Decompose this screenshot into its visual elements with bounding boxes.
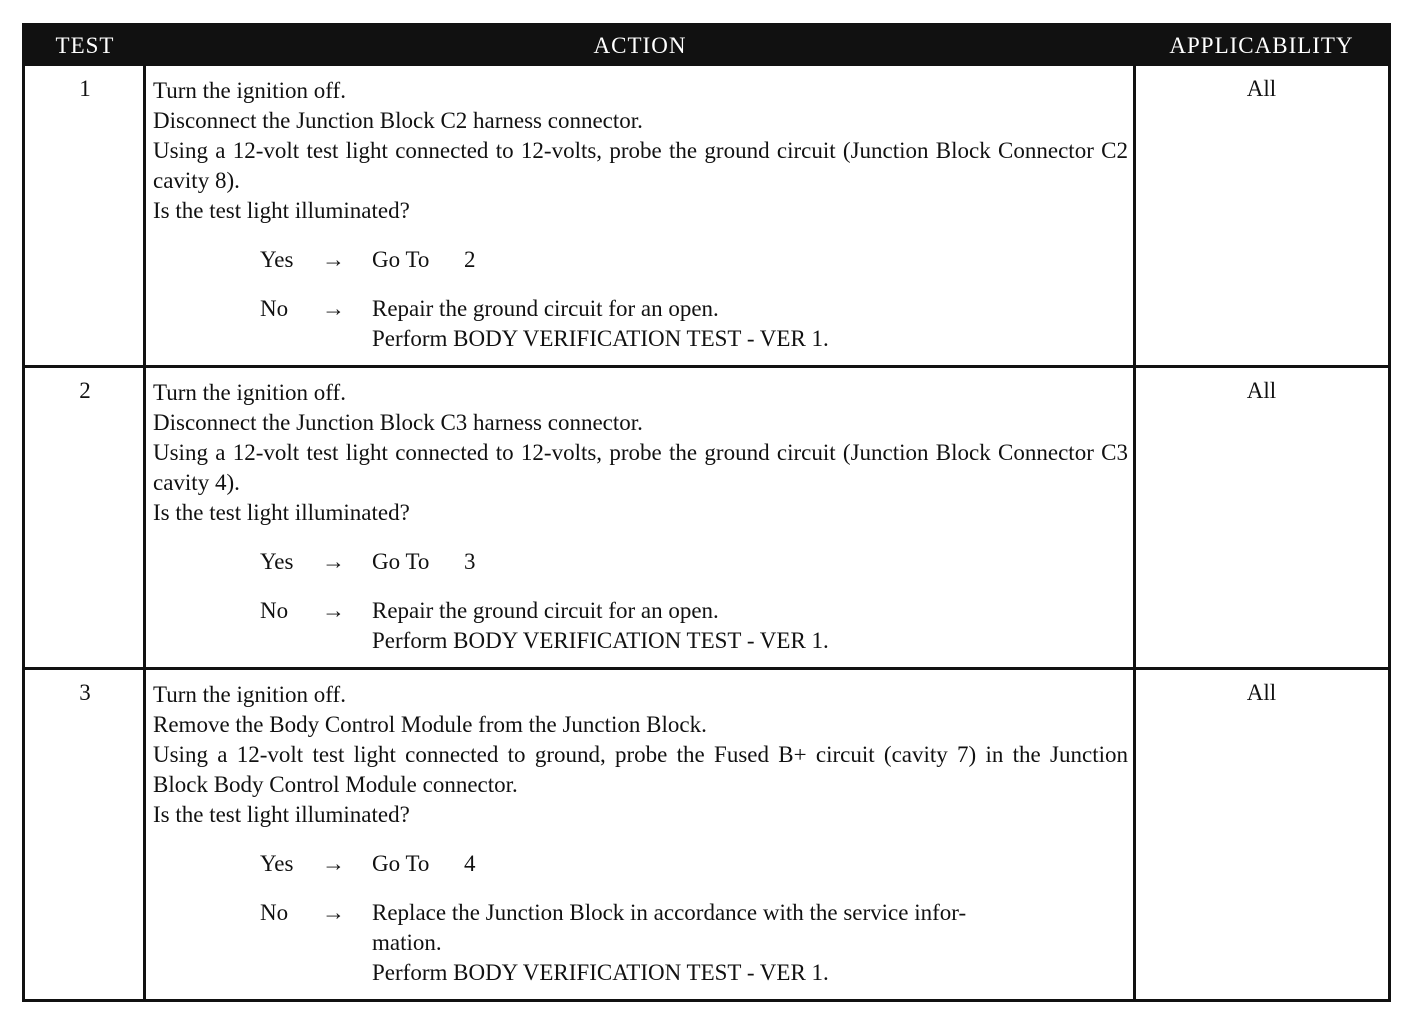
goto-test-number: 3 [464, 549, 476, 574]
no-result-line: Replace the Junction Block in accordance with the service infor- mation. [372, 900, 967, 955]
header-action: ACTION [593, 33, 687, 58]
yes-label: Yes [260, 851, 294, 876]
arrow-icon: → [322, 851, 345, 876]
no-result-line: Repair the ground circuit for an open. [372, 598, 719, 623]
diagnostic-test-table [22, 23, 1391, 1002]
goto-text: Go To [372, 549, 430, 574]
arrow-icon: → [322, 247, 345, 272]
action-question: Is the test light illuminated? [153, 198, 410, 223]
table-row [25, 670, 1388, 999]
applicability-value: All [1246, 378, 1277, 403]
yes-label: Yes [260, 247, 294, 272]
action-question: Is the test light illuminated? [153, 802, 410, 827]
table-row [25, 66, 1388, 368]
no-branch [260, 294, 1128, 351]
header-test: TEST [55, 33, 115, 58]
no-result [372, 294, 1012, 354]
no-result-line: Perform BODY VERIFICATION TEST - VER 1. [372, 326, 829, 351]
action-step: Using a 12-volt test light connected to 12-volts, probe the ground circuit (Junction Block Connector C2 cavity 8). [153, 138, 1128, 193]
yes-branch [260, 849, 1128, 879]
action-question: Is the test light illuminated? [153, 500, 410, 525]
yes-branch [260, 245, 1128, 275]
no-label: No [260, 598, 289, 623]
arrow-icon: → [322, 296, 345, 321]
header-applicability: APPLICABILITY [1169, 33, 1354, 58]
applicability-value: All [1246, 680, 1277, 705]
action-step: Turn the ignition off. [153, 682, 346, 707]
applicability-value: All [1246, 76, 1277, 101]
no-result-line: Perform BODY VERIFICATION TEST - VER 1. [372, 960, 829, 985]
no-label: No [260, 900, 289, 925]
test-number: 3 [79, 680, 91, 705]
action-step: Turn the ignition off. [153, 78, 346, 103]
action-step: Turn the ignition off. [153, 380, 346, 405]
table-row [25, 368, 1388, 670]
no-result [372, 596, 1012, 656]
table-header [25, 26, 1388, 66]
arrow-icon: → [322, 900, 345, 925]
test-number: 2 [79, 378, 91, 403]
action-step: Remove the Body Control Module from the Junction Block. [153, 712, 707, 737]
action-step: Disconnect the Junction Block C2 harness connector. [153, 108, 643, 133]
goto-text: Go To [372, 851, 430, 876]
goto-test-number: 2 [464, 247, 476, 272]
yes-branch [260, 547, 1128, 577]
action-step: Using a 12-volt test light connected to 12-volts, probe the ground circuit (Junction Block Connector C3 cavity 4). [153, 440, 1128, 495]
test-number: 1 [79, 76, 91, 101]
no-branch [260, 898, 1128, 985]
no-result-line: Perform BODY VERIFICATION TEST - VER 1. [372, 628, 829, 653]
no-label: No [260, 296, 289, 321]
yes-label: Yes [260, 549, 294, 574]
action-cell [153, 378, 1128, 653]
no-branch [260, 596, 1128, 653]
action-step: Using a 12-volt test light connected to ground, probe the Fused B+ circuit (cavity 7) in the Junction Block Body Control Module connector. [153, 742, 1128, 797]
arrow-icon: → [322, 549, 345, 574]
arrow-icon: → [322, 598, 345, 623]
action-cell [153, 680, 1128, 985]
no-result [372, 898, 1012, 988]
goto-text: Go To [372, 247, 430, 272]
goto-test-number: 4 [464, 851, 476, 876]
action-cell [153, 76, 1128, 351]
no-result-line: Repair the ground circuit for an open. [372, 296, 719, 321]
action-step: Disconnect the Junction Block C3 harness connector. [153, 410, 643, 435]
